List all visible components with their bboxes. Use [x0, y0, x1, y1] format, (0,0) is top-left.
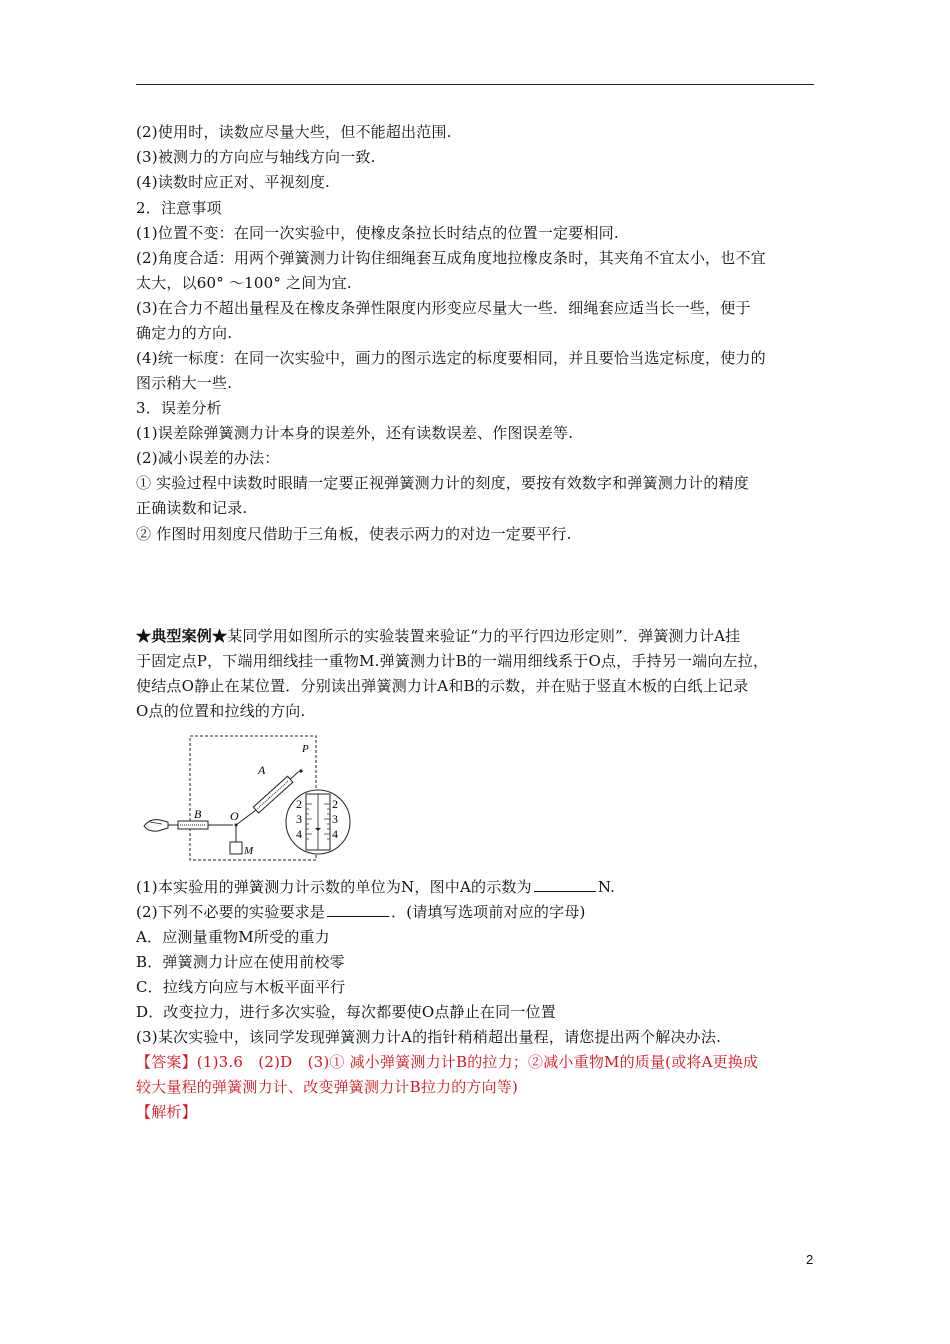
label-a: A — [258, 763, 266, 777]
answer-line: 较大量程的弹簧测力计、改变弹簧测力计B拉力的方向等) — [136, 1078, 519, 1096]
text-line: ① 实验过程中读数时眼睛一定要正视弹簧测力计的刻度，要按有效数字和弹簧测力计的精度 — [136, 474, 749, 492]
scale-left-label: 3 — [296, 812, 302, 826]
scale-left-label: 2 — [296, 797, 302, 811]
text-line: 正确读数和记录. — [136, 499, 248, 517]
text-line: 图示稍大一些. — [136, 374, 233, 392]
text-line: (4)读数时应正对、平视刻度. — [136, 173, 331, 191]
scale-left-label: 4 — [296, 827, 302, 841]
scale-right-label: 2 — [332, 797, 338, 811]
label-m: M — [244, 845, 254, 857]
option-c: C．拉线方向应与木板平面平行 — [136, 978, 346, 996]
case-line: 于固定点P，下端用细线挂一重物M.弹簧测力计B的一端用细线系于O点，手持另一端向左拉， — [136, 652, 769, 670]
question-2 — [136, 902, 586, 922]
q2-hint: ．(请填写选项前对应的字母) — [391, 903, 586, 921]
case-line: O点的位置和拉线的方向. — [136, 702, 306, 720]
section-heading: 3．误差分析 — [136, 399, 222, 417]
question-3: (3)某次实验中，该同学发现弹簧测力计A的指针稍稍超出量程，请您提出两个解决办法. — [136, 1028, 722, 1046]
cord-a — [236, 810, 256, 825]
option-a: A．应测量重物M所受的重力 — [136, 928, 330, 946]
text-line: ② 作图时用刻度尺借助于三角板，使表示两力的对边一定要平行. — [136, 525, 572, 543]
analysis-heading: 【解析】 — [136, 1103, 197, 1121]
q1-blank[interactable] — [534, 877, 596, 892]
header-rule — [136, 84, 814, 85]
option-b: B．弹簧测力计应在使用前校零 — [136, 953, 345, 971]
weight-m — [230, 842, 242, 854]
label-b: B — [194, 807, 202, 821]
point-p — [299, 769, 302, 772]
apparatus-diagram — [140, 734, 360, 864]
label-p: P — [302, 743, 309, 755]
q2-blank[interactable] — [327, 902, 389, 917]
section-heading: 2．注意事项 — [136, 199, 222, 217]
page-number: 2 — [806, 1252, 814, 1267]
text-line: (2)减小误差的办法： — [136, 449, 280, 467]
text-line: (4)统一标度：在同一次实验中，画力的图示选定的标度要相同，并且要恰当选定标度，使力的 — [136, 349, 766, 367]
answer-line: 【答案】(1)3.6 (2)D (3)① 减小弹簧测力计B的拉力；②减小重物M的质量(或将A更换成 — [136, 1053, 759, 1071]
question-1 — [136, 877, 615, 897]
text-line: (1)位置不变：在同一次实验中，使橡皮条拉长时结点的位置一定要相同. — [136, 224, 619, 242]
case-line: 使结点O静止在某位置．分别读出弹簧测力计A和B的示数，并在贴于竖直木板的白纸上记录 — [136, 677, 749, 695]
q2-text: (2)下列不必要的实验要求是 — [136, 903, 326, 921]
text-line: (3)在合力不超出量程及在橡皮条弹性限度内形变应尽量大一些．细绳套应适当长一些，便于 — [136, 299, 751, 317]
label-o: O — [230, 809, 239, 823]
option-d: D．改变拉力，进行多次实验，每次都要使O点静止在同一位置 — [136, 1003, 556, 1021]
case-tag: ★典型案例★ — [136, 627, 228, 645]
q1-text: (1)本实验用的弹簧测力计示数的单位为N，图中A的示数为 — [136, 878, 532, 896]
text-line: (2)角度合适：用两个弹簧测力计钩住细绳套互成角度地拉橡皮条时，其夹角不宜太小，也不宜 — [136, 249, 766, 267]
text-line: (3)被测力的方向应与轴线方向一致. — [136, 148, 376, 166]
case-text: 某同学用如图所示的实验装置来验证“力的平行四边形定则”．弹簧测力计A挂 — [227, 627, 741, 645]
hand-icon — [144, 820, 168, 832]
text-line: (1)误差除弹簧测力计本身的误差外，还有读数误差、作图误差等. — [136, 424, 574, 442]
text-line: 确定力的方向. — [136, 324, 233, 342]
text-line: 太大，以60° ～100° 之间为宜. — [136, 274, 352, 292]
scale-right-label: 4 — [332, 827, 338, 841]
scale-right-label: 3 — [332, 812, 338, 826]
text-line: (2)使用时，读数应尽量大些，但不能超出范围. — [136, 123, 452, 141]
apparatus-figure — [140, 734, 360, 864]
q1-unit: N. — [597, 878, 616, 896]
case-line — [136, 626, 740, 646]
